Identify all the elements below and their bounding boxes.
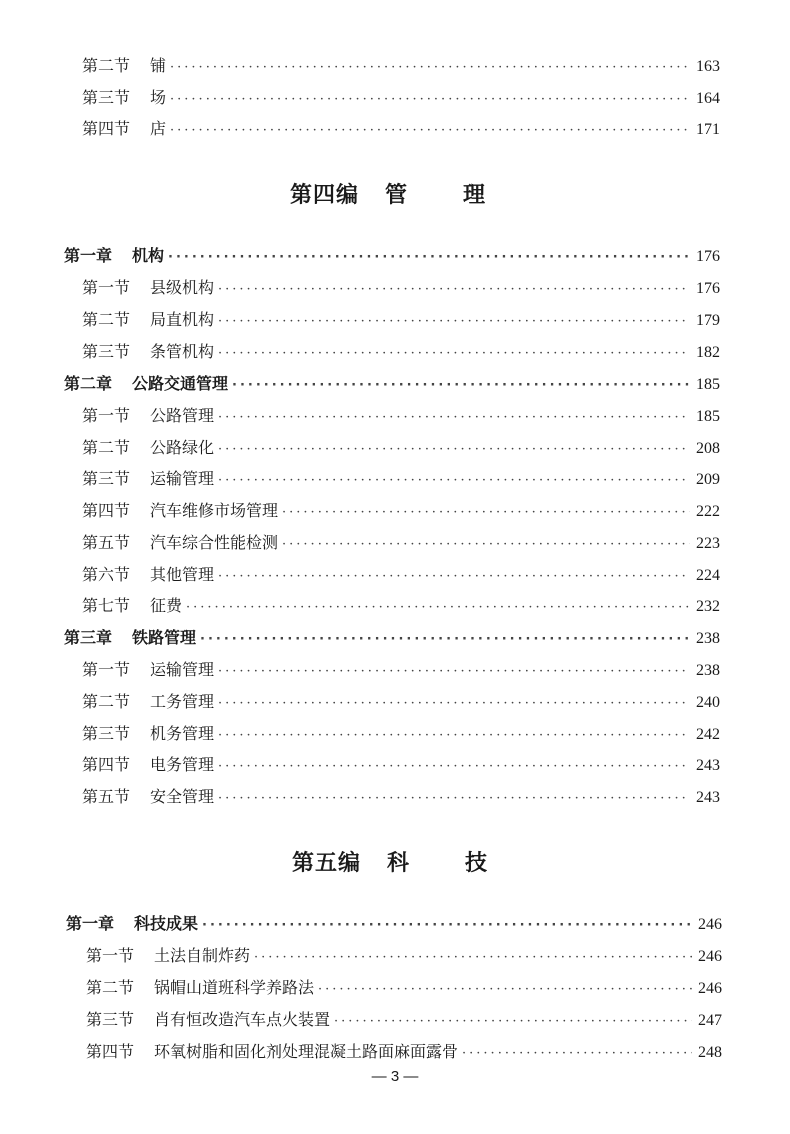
section-title: 公路管理 [150,406,215,425]
toc-section-entry [82,498,720,524]
page-number: 224 [696,567,720,584]
section-title: 汽车综合性能检测 [150,533,279,552]
toc-section-entry [82,784,720,810]
section-title: 店 [150,119,167,138]
page-number: 223 [696,535,720,552]
page-number: 176 [696,248,720,265]
page-number: 246 [698,980,722,997]
page-number: 185 [696,376,720,393]
toc-section-entry [82,435,720,461]
page-number: 247 [698,1012,722,1029]
toc-section-entry [82,275,720,301]
dot-leader [218,341,690,367]
page-number: 238 [696,630,720,647]
section-number: 第二节 [82,438,131,457]
dot-leader [334,1009,692,1035]
section-title: 条管机构 [150,342,215,361]
section-number: 第四节 [82,755,131,774]
toc-section-entry [82,752,720,778]
toc-section-entry [82,403,720,429]
chapter-title: 机构 [132,246,165,265]
page-number: 182 [696,344,720,361]
section-number: 第二节 [86,978,135,997]
page-number: 163 [696,58,720,75]
section-title: 局直机构 [150,310,215,329]
dot-leader [218,723,690,749]
section-number: 第一节 [82,406,131,425]
chapter-number: 第三章 [64,628,113,647]
page-number: 179 [696,312,720,329]
toc-section-entry [86,943,722,969]
section-title: 其他管理 [150,565,215,584]
dot-leader [218,691,690,717]
section-number: 第四节 [82,501,131,520]
dot-leader [218,309,690,335]
dot-leader [318,977,692,1003]
toc-section-entry [82,721,720,747]
section-number: 第五节 [82,787,131,806]
dot-leader [282,532,690,558]
toc-section-entry [82,307,720,333]
section-number: 第二节 [82,56,131,75]
dot-leader [168,245,690,271]
dot-leader [218,468,690,494]
toc-section-entry [82,339,720,365]
toc-chapter-entry [66,911,722,937]
section-title: 铺 [150,56,167,75]
page-number: 242 [696,726,720,743]
toc-section-entry [82,85,720,111]
toc-section-entry [82,53,720,79]
part-number: 第四编 [290,183,360,208]
dot-leader [218,277,690,303]
section-title: 电务管理 [150,755,215,774]
part-heading [290,178,541,209]
dot-leader [186,595,690,621]
section-number: 第二节 [82,310,131,329]
dot-leader [218,754,690,780]
chapter-number: 第一章 [66,914,115,933]
page-number: 243 [696,789,720,806]
part-heading [292,846,543,877]
toc-chapter-entry [64,371,720,397]
section-number: 第二节 [82,692,131,711]
dot-leader [218,405,690,431]
toc-section-entry [86,975,722,1001]
part-name: 管理 [385,183,542,208]
page-number: 209 [696,471,720,488]
section-title: 工务管理 [150,692,215,711]
toc-section-entry [82,689,720,715]
toc-section-entry [82,530,720,556]
toc-section-entry [82,466,720,492]
dot-leader [218,786,690,812]
page-number: 176 [696,280,720,297]
section-number: 第四节 [82,119,131,138]
section-title: 环氧树脂和固化剂处理混凝土路面麻面露骨 [154,1042,459,1061]
dot-leader [218,564,690,590]
chapter-number: 第二章 [64,374,113,393]
page-number: 164 [696,90,720,107]
page-number: 246 [698,916,722,933]
chapter-title: 科技成果 [134,914,199,933]
chapter-title: 铁路管理 [132,628,197,647]
page-number: 248 [698,1044,722,1061]
section-title: 机务管理 [150,724,215,743]
page-number: 232 [696,598,720,615]
section-title: 县级机构 [150,278,215,297]
toc-section-entry [86,1007,722,1033]
section-title: 肖有恒改造汽车点火装置 [154,1010,331,1029]
toc-section-entry [82,657,720,683]
section-number: 第五节 [82,533,131,552]
page-number: 240 [696,694,720,711]
section-title: 征费 [150,596,183,615]
page-number: 238 [696,662,720,679]
page-number: 246 [698,948,722,965]
dot-leader [170,87,690,113]
dot-leader [254,945,692,971]
section-number: 第一节 [82,660,131,679]
dot-leader [170,118,690,144]
section-title: 汽车维修市场管理 [150,501,279,520]
dot-leader [170,55,690,81]
dot-leader [200,627,690,653]
section-title: 锅帽山道班科学养路法 [154,978,315,997]
section-title: 土法自制炸药 [154,946,251,965]
section-title: 安全管理 [150,787,215,806]
page-number: 171 [696,121,720,138]
section-number: 第三节 [82,724,131,743]
chapter-title: 公路交通管理 [132,374,229,393]
page-number: 243 [696,757,720,774]
section-number: 第四节 [86,1042,135,1061]
part-name: 科技 [387,851,544,876]
dot-leader [202,913,692,939]
section-title: 公路绿化 [150,438,215,457]
page-number: 185 [696,408,720,425]
page-footer-number: — 3 — [371,1068,419,1085]
section-number: 第三节 [86,1010,135,1029]
section-number: 第一节 [82,278,131,297]
dot-leader [232,373,690,399]
toc-section-entry [82,562,720,588]
section-number: 第三节 [82,342,131,361]
toc-chapter-entry [64,625,720,651]
section-title: 运输管理 [150,660,215,679]
dot-leader [218,659,690,685]
section-number: 第三节 [82,469,131,488]
dot-leader [282,500,690,526]
toc-chapter-entry [64,243,720,269]
section-number: 第六节 [82,565,131,584]
part-number: 第五编 [292,851,362,876]
section-title: 运输管理 [150,469,215,488]
page-number: 222 [696,503,720,520]
section-number: 第一节 [86,946,135,965]
toc-section-entry [82,116,720,142]
chapter-number: 第一章 [64,246,113,265]
page-number: 208 [696,440,720,457]
dot-leader [218,437,690,463]
toc-section-entry [82,593,720,619]
toc-section-entry [86,1039,722,1065]
dot-leader [462,1041,692,1067]
section-number: 第三节 [82,88,131,107]
section-title: 场 [150,88,167,107]
section-number: 第七节 [82,596,131,615]
